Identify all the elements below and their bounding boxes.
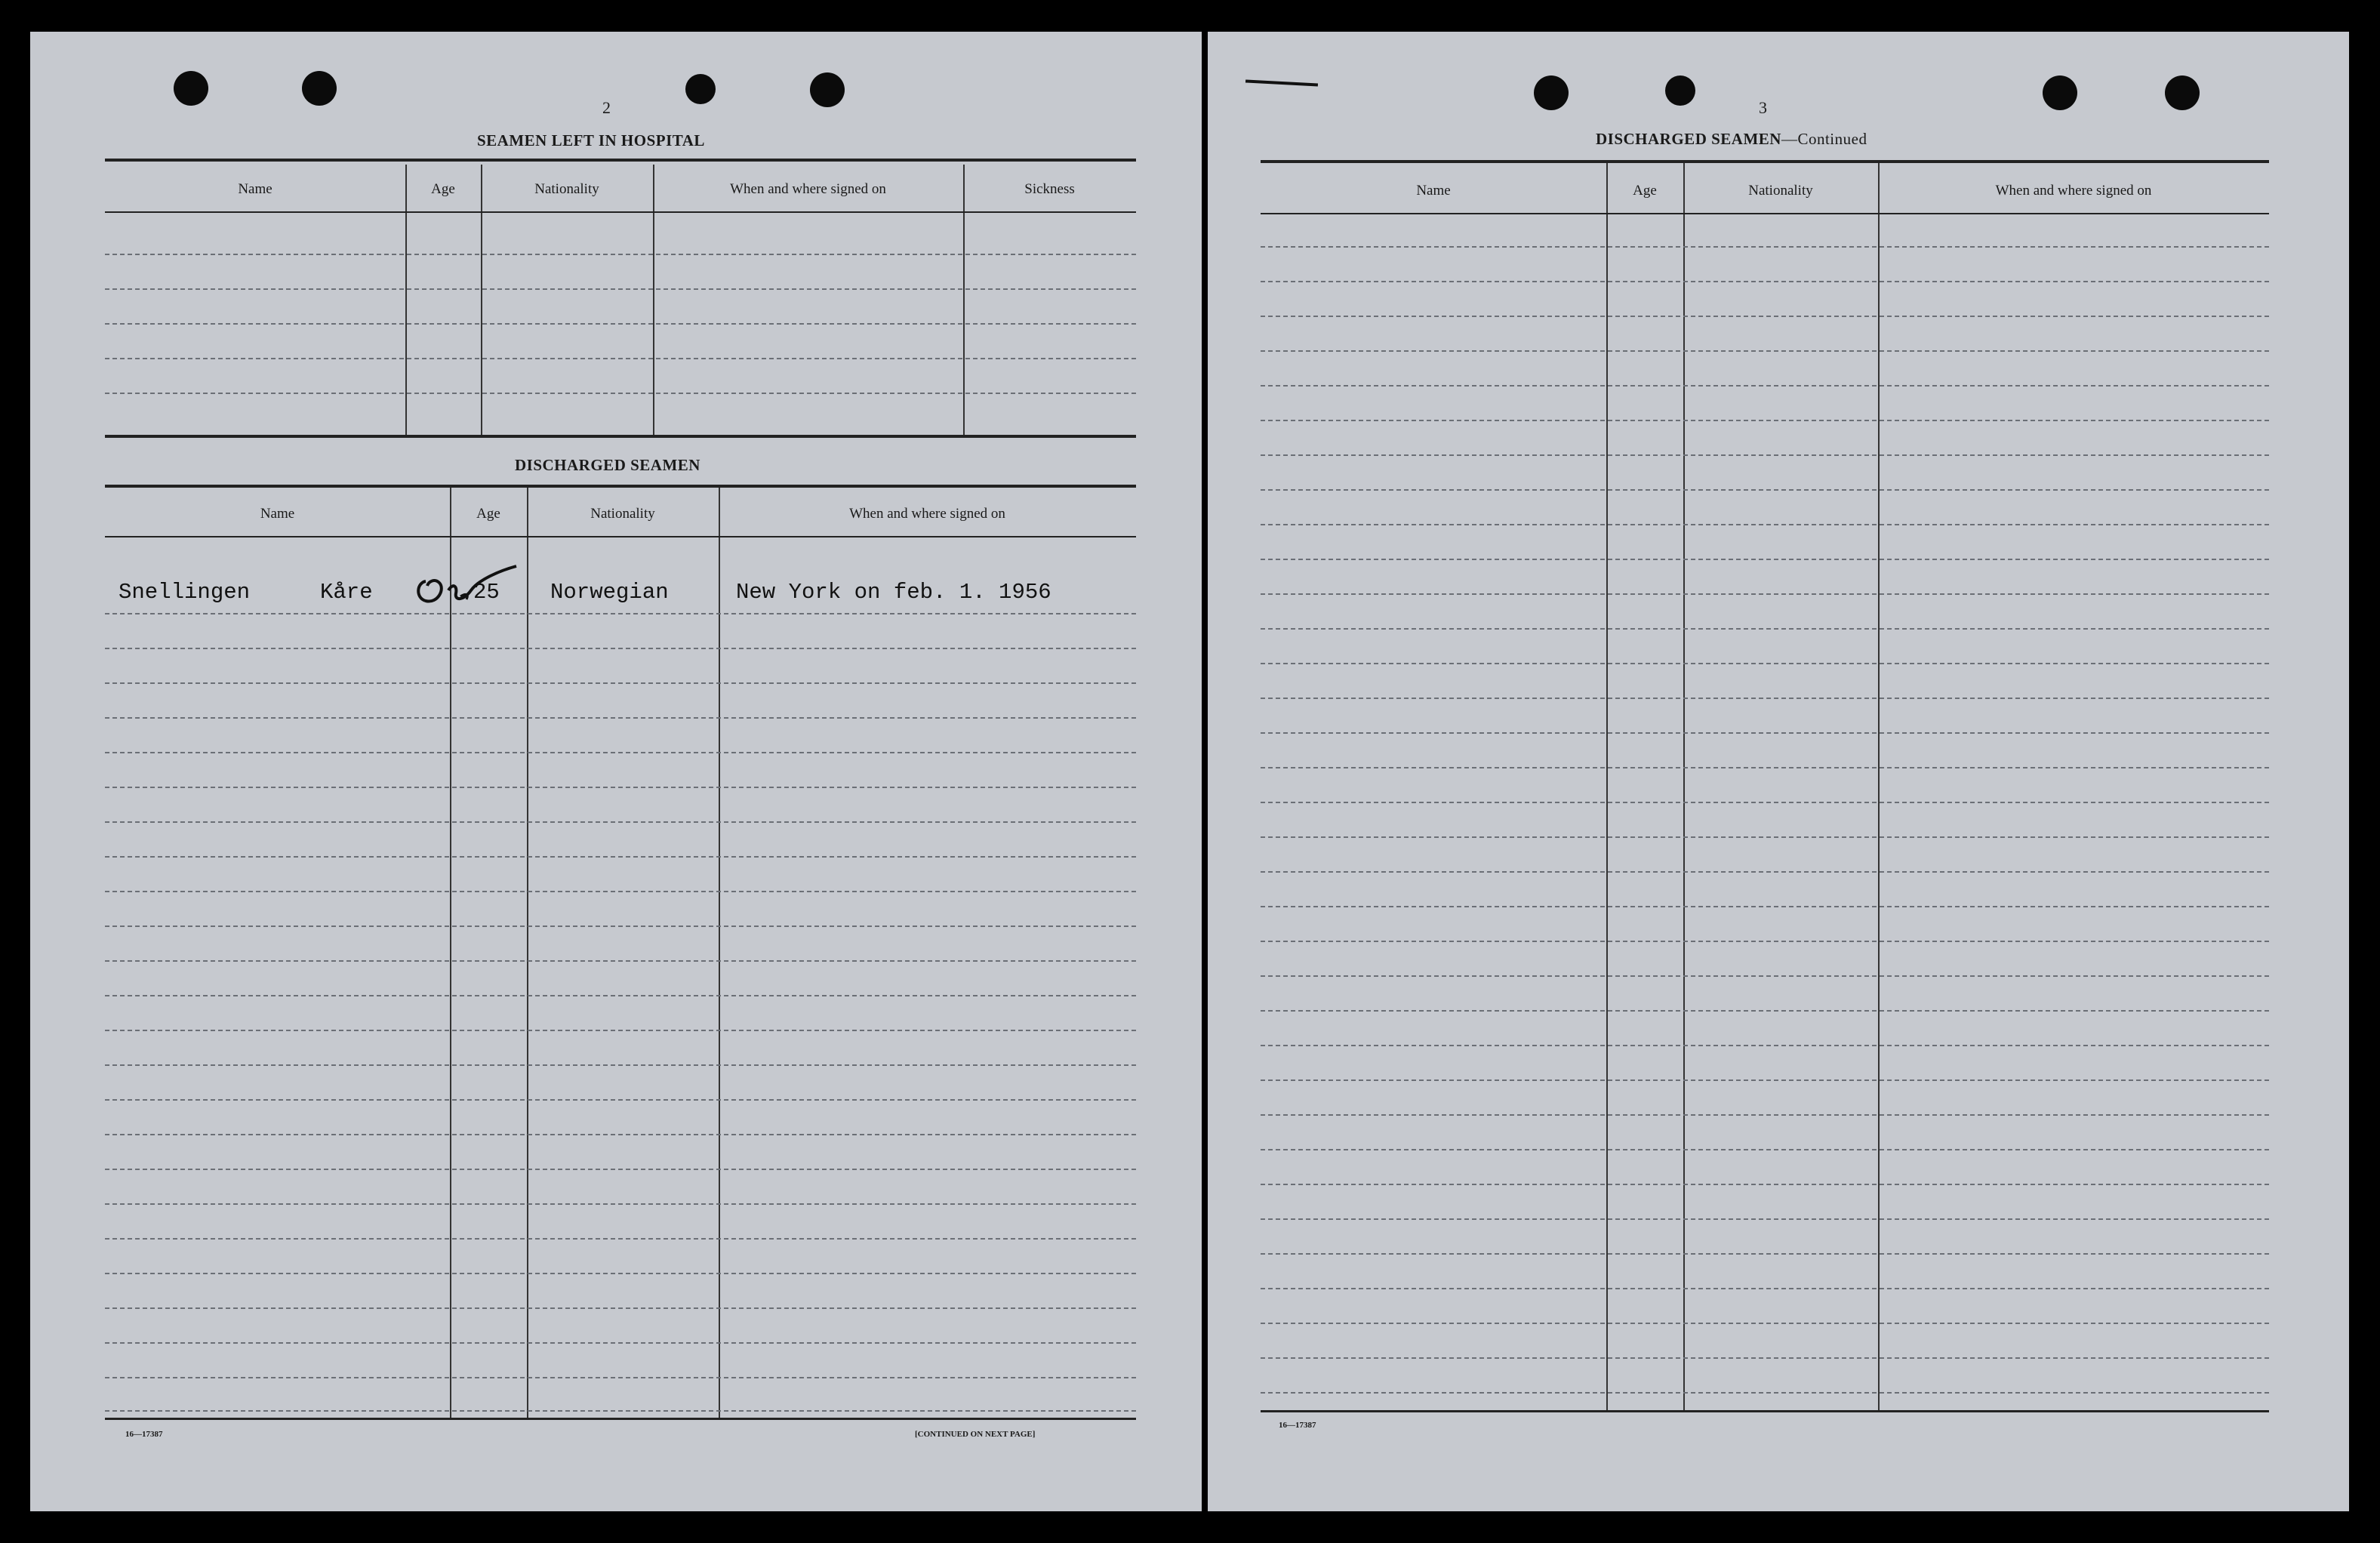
col-header-name: Name [260, 506, 295, 522]
table-row [105, 891, 1136, 892]
section-rule [105, 435, 1136, 438]
header-rule [1261, 213, 2269, 214]
column-divider [527, 488, 528, 1418]
table-row [105, 1099, 1136, 1101]
col-header-nationality: Nationality [590, 506, 655, 522]
table-row [1261, 836, 2269, 838]
table-row [1261, 593, 2269, 595]
continued-note: [CONTINUED ON NEXT PAGE] [915, 1430, 1036, 1439]
column-divider [405, 165, 407, 435]
column-divider [653, 165, 654, 435]
column-divider [450, 488, 451, 1418]
table-row [1261, 663, 2269, 664]
right-page [1208, 32, 2349, 1511]
table-row [1261, 1357, 2269, 1359]
table-row [1261, 489, 2269, 491]
table-row [1261, 385, 2269, 387]
punch-hole [1665, 75, 1695, 106]
table-bottom-rule [1261, 1410, 2269, 1412]
table-row [1261, 559, 2269, 560]
table-row [105, 1377, 1136, 1378]
col-header-nationality: Nationality [1748, 183, 1813, 199]
table-row [1261, 732, 2269, 734]
table-row [105, 1273, 1136, 1274]
table-row [1261, 871, 2269, 873]
table-row [1261, 1184, 2269, 1185]
entry-signed-on: New York on feb. 1. 1956 [736, 580, 1051, 605]
column-divider [963, 165, 965, 435]
entry-surname: Snellingen [119, 580, 251, 605]
entry-age: 25 [473, 580, 500, 605]
handwritten-mark [411, 560, 522, 613]
col-header-age: Age [476, 506, 500, 522]
hospital-table [105, 165, 1136, 435]
table-row [105, 1307, 1136, 1309]
punch-hole [302, 71, 337, 106]
col-header-sickness: Sickness [1024, 181, 1075, 197]
table-row [1261, 420, 2269, 421]
table-row [105, 925, 1136, 927]
table-row [105, 752, 1136, 753]
table-row [105, 358, 1136, 359]
punch-hole [685, 74, 716, 104]
entry-given-name: Kåre [320, 580, 373, 605]
table-row [1261, 802, 2269, 803]
col-header-age: Age [431, 181, 455, 197]
table-row [105, 1064, 1136, 1066]
table-row [1261, 698, 2269, 699]
header-rule [105, 211, 1136, 213]
table-row [105, 1134, 1136, 1135]
table-row [105, 717, 1136, 719]
col-header-signed-on: When and where signed on [849, 506, 1005, 522]
table-row [1261, 906, 2269, 907]
discharged-table [105, 488, 1136, 1418]
table-row [1261, 1218, 2269, 1220]
table-row [105, 323, 1136, 325]
table-row [1261, 1392, 2269, 1394]
table-row [1261, 281, 2269, 282]
form-number: 16—17387 [1279, 1421, 1316, 1430]
table-row [105, 393, 1136, 394]
table-row [105, 856, 1136, 858]
col-header-nationality: Nationality [534, 181, 599, 197]
column-divider [719, 488, 720, 1418]
col-header-name: Name [1416, 183, 1451, 199]
table-row [105, 613, 1136, 614]
hospital-section-title: SEAMEN LEFT IN HOSPITAL [477, 131, 705, 149]
page-number: 3 [1759, 98, 1767, 117]
table-row [105, 1203, 1136, 1205]
table-row [105, 288, 1136, 290]
table-row [105, 1030, 1136, 1031]
table-row [1261, 1149, 2269, 1150]
header-rule [105, 536, 1136, 537]
table-row [1261, 454, 2269, 456]
col-header-name: Name [238, 181, 272, 197]
table-row [1261, 1114, 2269, 1116]
table-row [105, 995, 1136, 996]
table-row [1261, 524, 2269, 525]
discharged-section-title: DISCHARGED SEAMEN [515, 456, 700, 474]
punch-hole [2043, 75, 2077, 110]
col-header-age: Age [1633, 183, 1657, 199]
table-row [105, 960, 1136, 962]
table-row [1261, 1045, 2269, 1046]
table-row [105, 1169, 1136, 1170]
discharged-continued-table [1261, 163, 2269, 1410]
table-bottom-rule [105, 1418, 1136, 1420]
table-row [105, 1410, 1136, 1412]
table-row [105, 821, 1136, 823]
table-row [1261, 1288, 2269, 1289]
discharged-continued-title: DISCHARGED SEAMEN—Continued [1596, 130, 1867, 148]
table-row [1261, 941, 2269, 942]
table-row [1261, 1253, 2269, 1255]
table-row [105, 1238, 1136, 1240]
table-top-rule [105, 159, 1136, 162]
left-page [30, 32, 1202, 1511]
entry-nationality: Norwegian [550, 580, 669, 605]
table-row [1261, 1323, 2269, 1324]
table-row [1261, 1010, 2269, 1012]
form-number: 16—17387 [125, 1430, 163, 1439]
column-divider [481, 165, 482, 435]
table-row [1261, 975, 2269, 977]
table-row [105, 1342, 1136, 1344]
table-row [1261, 316, 2269, 317]
punch-hole [810, 72, 845, 107]
table-row [1261, 1079, 2269, 1081]
table-row [105, 648, 1136, 649]
col-header-signed-on: When and where signed on [1995, 183, 2152, 199]
table-row [105, 682, 1136, 684]
table-row [1261, 350, 2269, 352]
table-row [1261, 628, 2269, 630]
punch-hole [2165, 75, 2200, 110]
page-number: 2 [602, 98, 611, 117]
col-header-signed-on: When and where signed on [730, 181, 886, 197]
punch-hole [174, 71, 208, 106]
punch-hole [1534, 75, 1569, 110]
table-row [1261, 246, 2269, 248]
pen-mark [1245, 79, 1318, 86]
table-row [1261, 767, 2269, 768]
table-row [105, 254, 1136, 255]
table-row [105, 787, 1136, 788]
